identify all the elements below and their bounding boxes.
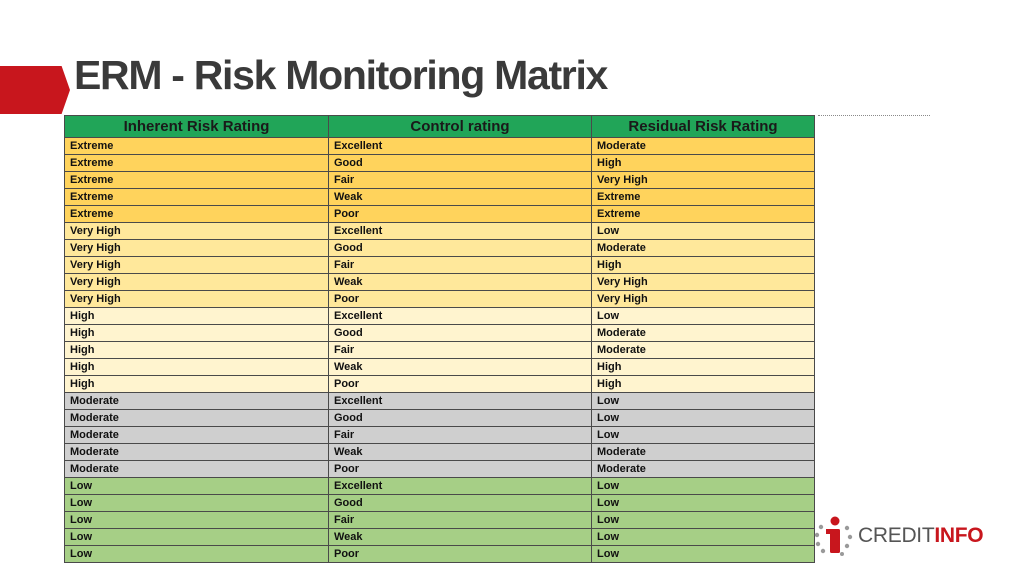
cell-control-rating: Good <box>329 155 592 172</box>
cell-inherent-risk: Low <box>65 529 329 546</box>
cell-inherent-risk: Moderate <box>65 461 329 478</box>
table-row <box>65 512 815 529</box>
cell-residual-risk: Very High <box>592 172 815 189</box>
table-row <box>65 308 815 325</box>
cell-control-rating: Excellent <box>329 223 592 240</box>
cell-control-rating: Good <box>329 325 592 342</box>
cell-residual-risk: Low <box>592 393 815 410</box>
cell-control-rating: Good <box>329 495 592 512</box>
table-row <box>65 172 815 189</box>
cell-control-rating: Fair <box>329 172 592 189</box>
cell-control-rating: Weak <box>329 274 592 291</box>
cell-inherent-risk: High <box>65 308 329 325</box>
table-row <box>65 546 815 563</box>
cell-residual-risk: Very High <box>592 274 815 291</box>
cell-residual-risk: Moderate <box>592 342 815 359</box>
cell-inherent-risk: Very High <box>65 240 329 257</box>
cell-residual-risk: Low <box>592 427 815 444</box>
cell-residual-risk: Low <box>592 495 815 512</box>
table-row <box>65 359 815 376</box>
cell-control-rating: Excellent <box>329 308 592 325</box>
cell-residual-risk: Low <box>592 308 815 325</box>
table-header-row <box>65 116 815 138</box>
cell-control-rating: Poor <box>329 546 592 563</box>
cell-inherent-risk: Moderate <box>65 393 329 410</box>
cell-control-rating: Poor <box>329 206 592 223</box>
creditinfo-logo-icon <box>814 514 854 558</box>
table-row <box>65 529 815 546</box>
table-row <box>65 427 815 444</box>
cell-residual-risk: High <box>592 155 815 172</box>
table-row <box>65 495 815 512</box>
cell-residual-risk: High <box>592 359 815 376</box>
cell-inherent-risk: Very High <box>65 257 329 274</box>
cell-inherent-risk: Extreme <box>65 206 329 223</box>
cell-residual-risk: High <box>592 257 815 274</box>
cell-residual-risk: Low <box>592 410 815 427</box>
cell-inherent-risk: Low <box>65 512 329 529</box>
cell-inherent-risk: Very High <box>65 291 329 308</box>
cell-control-rating: Fair <box>329 342 592 359</box>
table-row <box>65 325 815 342</box>
cell-control-rating: Weak <box>329 444 592 461</box>
cell-control-rating: Excellent <box>329 478 592 495</box>
cell-inherent-risk: Very High <box>65 223 329 240</box>
cell-residual-risk: Moderate <box>592 444 815 461</box>
cell-inherent-risk: Extreme <box>65 189 329 206</box>
cell-control-rating: Excellent <box>329 138 592 155</box>
cell-inherent-risk: Extreme <box>65 172 329 189</box>
cell-inherent-risk: Low <box>65 478 329 495</box>
title-accent-tab <box>0 66 70 114</box>
cell-residual-risk: Moderate <box>592 325 815 342</box>
cell-inherent-risk: Moderate <box>65 427 329 444</box>
cell-control-rating: Weak <box>329 189 592 206</box>
creditinfo-logo-text <box>858 524 983 548</box>
cell-residual-risk: Low <box>592 546 815 563</box>
cell-residual-risk: Low <box>592 478 815 495</box>
cell-inherent-risk: High <box>65 376 329 393</box>
table-row <box>65 223 815 240</box>
table-row <box>65 342 815 359</box>
cell-control-rating: Fair <box>329 257 592 274</box>
cell-control-rating: Fair <box>329 512 592 529</box>
table-row <box>65 376 815 393</box>
cell-inherent-risk: High <box>65 359 329 376</box>
logo-text-info: INFO <box>934 524 984 547</box>
cell-residual-risk: High <box>592 376 815 393</box>
table-row <box>65 393 815 410</box>
header-control-rating: Control rating <box>329 116 592 138</box>
cell-inherent-risk: High <box>65 325 329 342</box>
cell-residual-risk: Moderate <box>592 138 815 155</box>
cell-residual-risk: Very High <box>592 291 815 308</box>
creditinfo-logo <box>814 514 994 558</box>
table-row <box>65 138 815 155</box>
cell-residual-risk: Low <box>592 512 815 529</box>
cell-control-rating: Poor <box>329 376 592 393</box>
cell-residual-risk: Low <box>592 223 815 240</box>
table-row <box>65 444 815 461</box>
logo-text-credit: CREDIT <box>858 524 935 547</box>
table-row <box>65 410 815 427</box>
cell-inherent-risk: Low <box>65 495 329 512</box>
table-row <box>65 461 815 478</box>
cell-control-rating: Weak <box>329 359 592 376</box>
cell-control-rating: Weak <box>329 529 592 546</box>
cell-control-rating: Poor <box>329 291 592 308</box>
header-inherent-risk: Inherent Risk Rating <box>65 116 329 138</box>
table-body <box>65 138 815 563</box>
cell-control-rating: Poor <box>329 461 592 478</box>
cell-inherent-risk: Extreme <box>65 155 329 172</box>
cell-residual-risk: Extreme <box>592 206 815 223</box>
table-row <box>65 206 815 223</box>
risk-matrix-table <box>64 115 815 563</box>
table-row <box>65 240 815 257</box>
cell-residual-risk: Low <box>592 529 815 546</box>
cell-inherent-risk: Moderate <box>65 410 329 427</box>
title-divider <box>818 115 930 116</box>
table-row <box>65 291 815 308</box>
page-title: ERM - Risk Monitoring Matrix <box>74 52 608 98</box>
cell-control-rating: Good <box>329 410 592 427</box>
table-row <box>65 155 815 172</box>
cell-inherent-risk: Extreme <box>65 138 329 155</box>
cell-residual-risk: Moderate <box>592 461 815 478</box>
cell-control-rating: Good <box>329 240 592 257</box>
table-row <box>65 274 815 291</box>
cell-residual-risk: Extreme <box>592 189 815 206</box>
cell-control-rating: Fair <box>329 427 592 444</box>
cell-inherent-risk: High <box>65 342 329 359</box>
cell-inherent-risk: Low <box>65 546 329 563</box>
cell-control-rating: Excellent <box>329 393 592 410</box>
table-row <box>65 478 815 495</box>
cell-residual-risk: Moderate <box>592 240 815 257</box>
cell-inherent-risk: Very High <box>65 274 329 291</box>
table-row <box>65 257 815 274</box>
header-residual-risk: Residual Risk Rating <box>592 116 815 138</box>
cell-inherent-risk: Moderate <box>65 444 329 461</box>
table-row <box>65 189 815 206</box>
